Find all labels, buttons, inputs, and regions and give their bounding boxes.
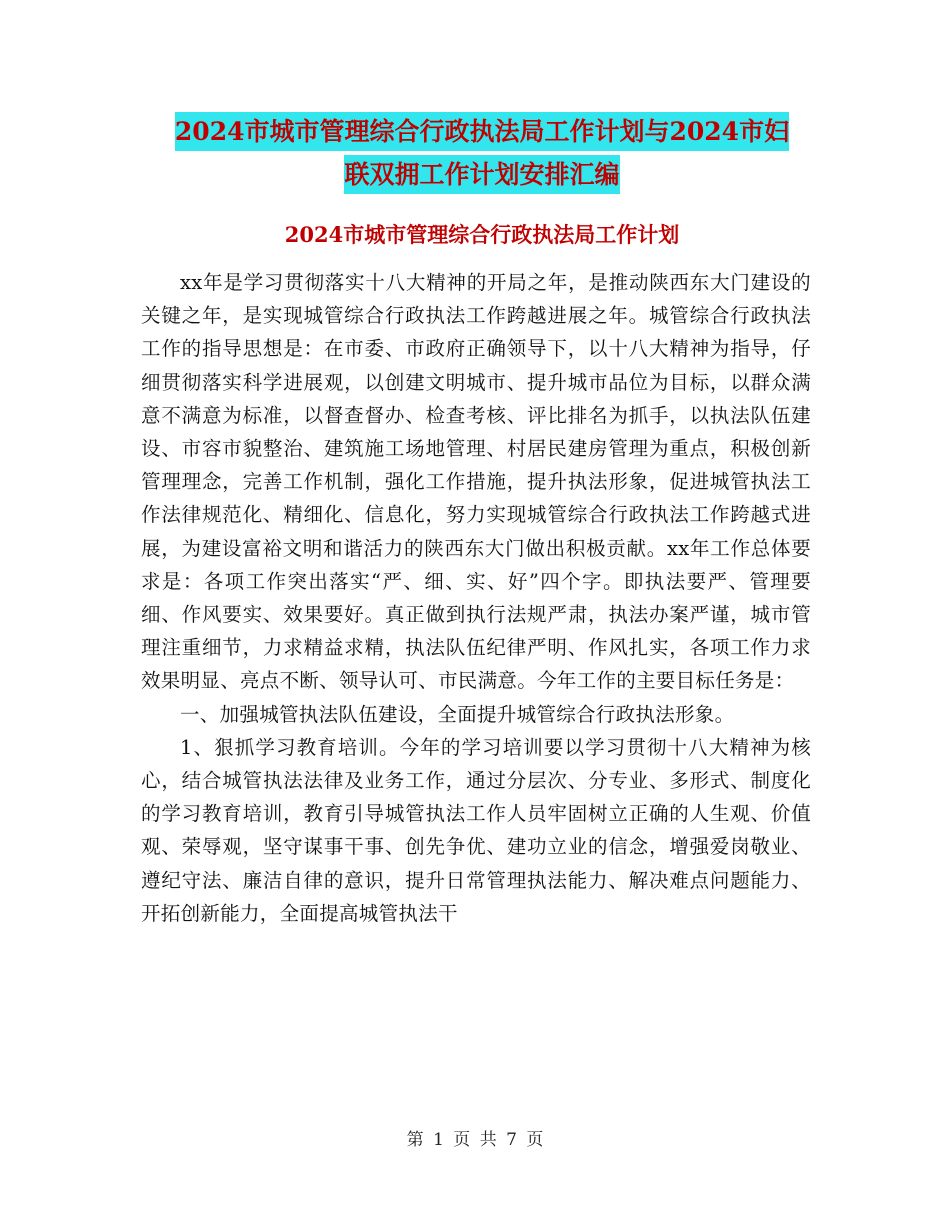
page-footer: 第 1 页 共 7 页 (406, 1130, 544, 1150)
paragraph-item-1: 1、狠抓学习教育培训。今年的学习培训要以学习贯彻十八大精神为核心，结合城管执法法律及业务工作，通过分层次、分专业、多形式、制度化的学习教育培训，教育引导城管执法工作人员牢固树立正确的人生观、价值观、荣辱观，坚守谋事干事、创先争优、建功立业的信念，增强爱岗敬业、遵纪守法、廉洁自律的意识，提升日常管理执法能力、解决难点问题能力、开拓创新能力，全面提高城管执法干 (141, 735, 811, 925)
paragraph-intro: xx年是学习贯彻落实十八大精神的开局之年，是推动陕西东大门建设的关键之年，是实现城管综合行政执法工作跨越进展之年。城管综合行政执法工作的指导思想是：在市委、市政府正确领导下，以十八大精神为指导，仔细贯彻落实科学进展观，以创建文明城市、提升城市品位为目标，以群众满意不满意为标准，以督查督办、检查考核、评比排名为抓手，以执法队伍建设、市容市貌整治、建筑施工场地管理、村居民建房管理为重点，积极创新管理理念，完善工作机制，强化工作措施，提升执法形象，促进城管执法工作法律规范化、精细化、信息化，努力实现城管综合行政执法工作跨越式进展，为建设富裕文明和谐活力的陕西东大门做出积极贡献。xx年工作总体要求是：各项工作突出落实“严、细、实、好”四个字。即执法要严、管理要细、作风要实、效果要好。真正做到执行法规严肃，执法办案严谨，城市管理注重细节，力求精益求精，执法队伍纪律严明、作风扎实，各项工作力求效果明显、亮点不断、领导认可、市民满意。今年工作的主要目标任务是： (141, 271, 811, 693)
body-text (141, 266, 811, 930)
paragraph-heading-1: 一、加强城管执法队伍建设，全面提升城管综合行政执法形象。 (180, 702, 735, 726)
document-title (142, 110, 822, 196)
document-title-line-2: 联双拥工作计划安排汇编 (344, 155, 619, 194)
section-title: 2024市城市管理综合行政执法局工作计划 (284, 222, 680, 247)
document-title-line-1: 2024市城市管理综合行政执法局工作计划与2024市妇 (175, 112, 789, 151)
